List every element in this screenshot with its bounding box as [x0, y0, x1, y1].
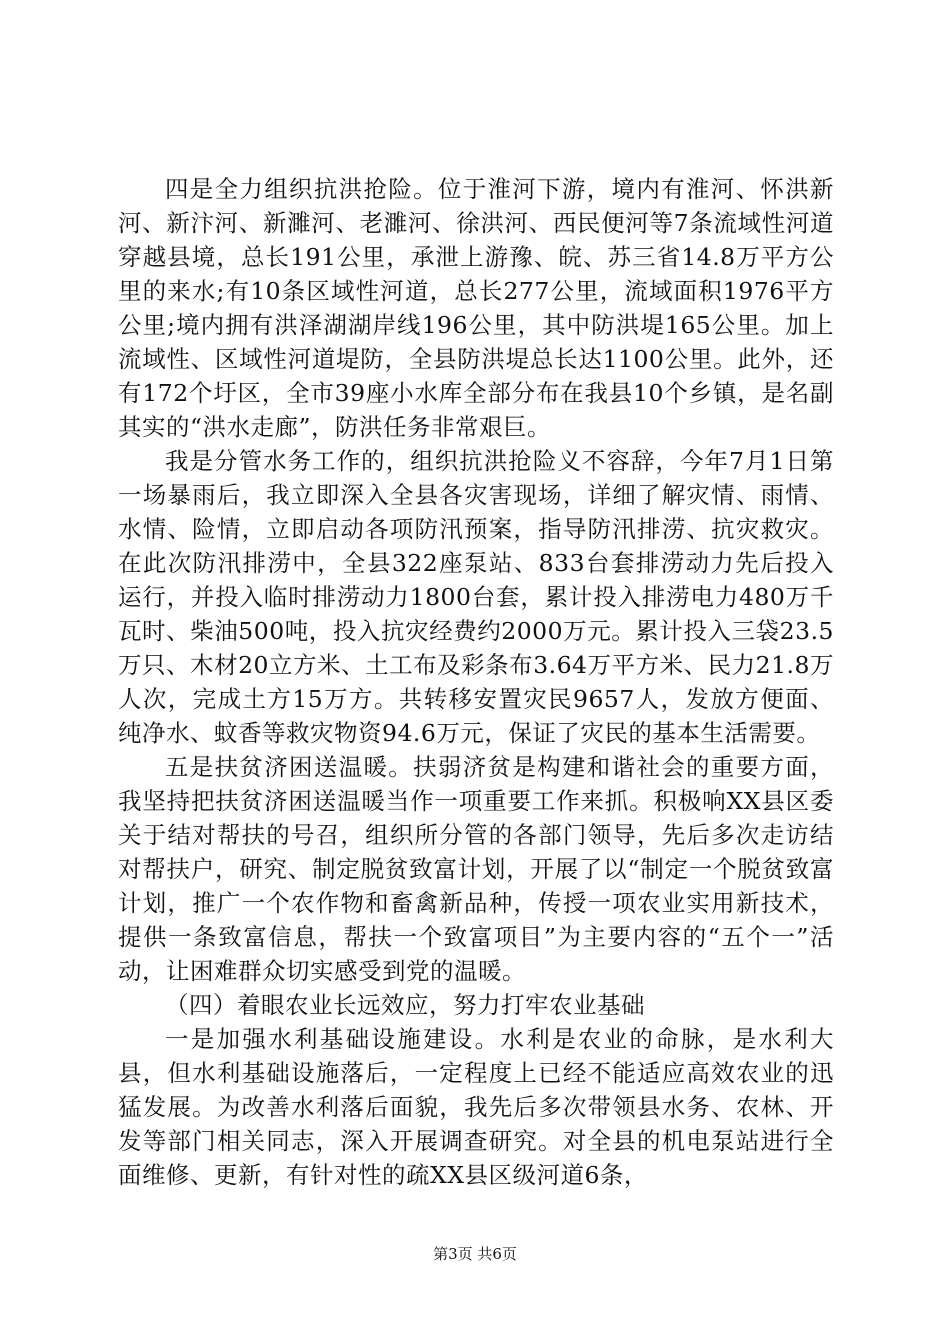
paragraph-water-infrastructure: 一是加强水利基础设施建设。水利是农业的命脉，是水利大县，但水利基础设施落后，一定程度上已经不能适应高效农业的迅猛发展。为改善水利落后面貌，我先后多次带领县水务、农林、开发等部门相关同志，深入开展调查研究。对全县的机电泵站进行全面维修、更新，有针对性的疏XX县区级河道6条，: [118, 1025, 834, 1189]
paragraph-flood-control: 四是全力组织抗洪抢险。位于淮河下游，境内有淮河、怀洪新河、新汴河、新濉河、老濉河、徐洪河、西民便河等7条流域性河道穿越县境，总长191公里，承泄上游豫、皖、苏三省14.8万平方公里的来水;有10条区域性河道，总长277公里，流域面积1976平方公里;境内拥有洪泽湖湖岸线196公里，其中防洪堤165公里。加上流域性、区域性河道堤防，全县防洪堤总长达1100公里。此外，还有172个圩区，全市39座小水库全部分布在我县10个乡镇，是名副其实的“洪水走廊”，防洪任务非常艰巨。: [118, 175, 834, 441]
paragraph-poverty-relief: 五是扶贫济困送温暖。扶弱济贫是构建和谐社会的重要方面，我坚持把扶贫济困送温暖当作一项重要工作来抓。积极响XX县区委关于结对帮扶的号召，组织所分管的各部门领导，先后多次走访结对帮扶户，研究、制定脱贫致富计划，开展了以“制定一个脱贫致富计划，推广一个农作物和畜禽新品种，传授一项农业实用新技术，提供一条致富信息，帮扶一个致富项目”为主要内容的“五个一”活动，让困难群众切实感受到党的温暖。: [118, 753, 834, 985]
page-number-footer: 第3页 共6页: [433, 1245, 517, 1263]
paragraph-water-affairs: 我是分管水务工作的，组织抗洪抢险义不容辞，今年7月1日第一场暴雨后，我立即深入全县各灾害现场，详细了解灾情、雨情、水情、险情，立即启动各项防汛预案，指导防汛排涝、抗灾救灾。在此次防汛排涝中，全县322座泵站、833台套排涝动力先后投入运行，并投入临时排涝动力1800台套，累计投入排涝电力480万千瓦时、柴油500吨，投入抗灾经费约2000万元。累计投入三袋23.5万只、木材20立方米、土工布及彩条布3.64万平方米、民力21.8万人次，完成土方15万方。共转移安置灾民9657人，发放方便面、纯净水、蚊香等救灾物资94.6万元，保证了灾民的基本生活需要。: [118, 447, 834, 747]
document-body: [118, 172, 834, 1192]
section-heading: （四）着眼农业长远效应，努力打牢农业基础: [165, 991, 645, 1019]
